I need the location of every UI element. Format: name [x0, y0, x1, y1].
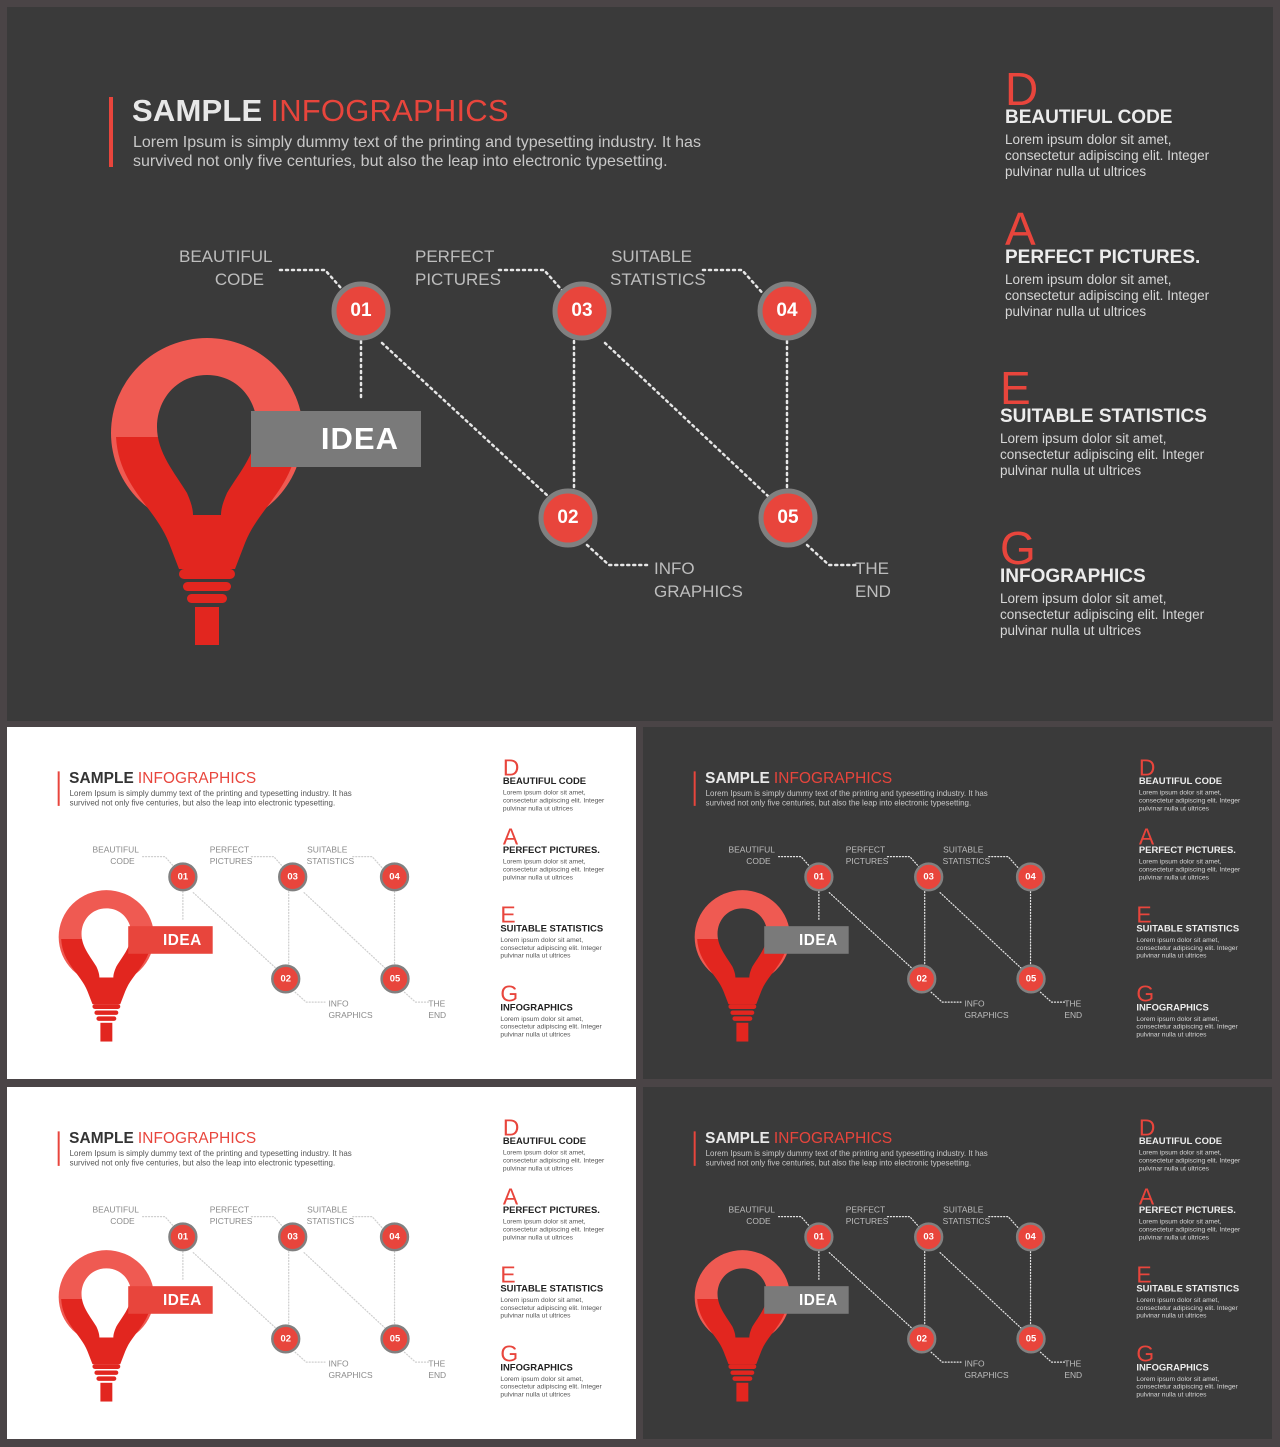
side-item-e — [1000, 364, 1260, 479]
node-label-line1: PERFECT — [209, 845, 250, 855]
side-item-text: Lorem ipsum dolor sit amet, consectetur adipiscing elit. Integer pulvinar nulla ut ultrices — [502, 788, 605, 812]
node-number-01: 01 — [177, 1231, 189, 1242]
side-item-heading: PERFECT PICTURES. — [1005, 247, 1201, 268]
node-number-01: 01 — [350, 300, 372, 321]
slide-content — [7, 7, 1273, 721]
side-item-d — [1005, 65, 1265, 180]
node-number-04: 04 — [1025, 871, 1036, 882]
connector-03-05 — [304, 1253, 385, 1329]
slide-content — [7, 727, 636, 1079]
slide-subtitle: Lorem Ipsum is simply dummy text of the printing and typesetting industry. It has survived not only five centuries, but also the leap into electronic typesetting. — [705, 1149, 988, 1168]
side-item-letter: D — [1138, 754, 1156, 781]
side-item-d — [1139, 1116, 1268, 1173]
slide-small-light-1 — [7, 727, 636, 1079]
node-label-line1: THE — [1064, 1359, 1082, 1369]
side-item-letter: D — [502, 1114, 520, 1141]
slide-subtitle: Lorem Ipsum is simply dummy text of the printing and typesetting industry. It has survived not only five centuries, but also the leap into electronic typesetting. — [69, 1149, 352, 1168]
side-item-text: Lorem ipsum dolor sit amet, consectetur adipiscing elit. Integer pulvinar nulla ut ultrices — [502, 1148, 605, 1172]
side-item-letter: G — [1136, 980, 1155, 1007]
side-item-text: Lorem ipsum dolor sit amet, consectetur adipiscing elit. Integer pulvinar nulla ut ultrices — [500, 936, 602, 960]
node-label-line1: SUITABLE — [307, 845, 348, 855]
node-label-03 — [209, 1204, 253, 1227]
side-item-text: Lorem ipsum dolor sit amet, consectetur adipiscing elit. Integer pulvinar nulla ut ultrices — [1138, 1148, 1241, 1172]
side-item-heading: INFOGRAPHICS — [1000, 566, 1146, 587]
connector-label-04 — [989, 1217, 1020, 1230]
side-item-letter: E — [500, 902, 516, 928]
node-label-line2: GRAPHICS — [654, 582, 743, 601]
side-item-text: Lorem ipsum dolor sit amet, consectetur adipiscing elit. Integer pulvinar nulla ut ultrices — [502, 1217, 605, 1241]
node-label-01 — [728, 1204, 775, 1227]
node-number-05: 05 — [389, 1333, 401, 1344]
node-label-line2: END — [855, 582, 891, 601]
side-item-text: Lorem ipsum dolor sit amet, consectetur adipiscing elit. Integer pulvinar nulla ut ultrices — [1136, 1014, 1238, 1039]
title-word-infographics: INFOGRAPHICS — [270, 93, 509, 128]
node-label-01 — [179, 245, 273, 291]
node-label-02 — [964, 1358, 1019, 1381]
slide-small-dark-1 — [643, 727, 1272, 1079]
node-label-line1: INFO — [964, 1359, 985, 1369]
side-item-heading: INFOGRAPHICS — [500, 1362, 573, 1373]
slide-subtitle: Lorem Ipsum is simply dummy text of the printing and typesetting industry. It has survived not only five centuries, but also the leap into electronic typesetting. — [69, 789, 352, 808]
side-item-letter: A — [1138, 1183, 1155, 1210]
node-number-04: 04 — [389, 1231, 400, 1242]
node-label-line1: SUITABLE — [307, 1205, 348, 1215]
slide-content — [643, 1087, 1272, 1439]
node-label-line1: PERFECT — [209, 1205, 250, 1215]
side-item-heading: PERFECT PICTURES. — [502, 845, 600, 856]
node-label-02 — [964, 998, 1019, 1021]
node-number-02: 02 — [280, 1333, 291, 1344]
node-label-line2: PICTURES — [209, 1216, 253, 1227]
node-number-02: 02 — [280, 973, 291, 984]
title-word-sample: SAMPLE — [705, 1129, 770, 1147]
side-item-text: Lorem ipsum dolor sit amet, consectetur adipiscing elit. Integer pulvinar nulla ut ultrices — [1000, 431, 1205, 478]
side-item-letter: E — [1136, 1262, 1152, 1288]
node-label-line1: SUITABLE — [943, 845, 984, 855]
node-number-05: 05 — [389, 973, 401, 984]
side-item-letter: G — [500, 1340, 519, 1367]
connector-label-03 — [887, 857, 921, 870]
node-label-line1: BEAUTIFUL — [728, 1205, 775, 1215]
side-item-text: Lorem ipsum dolor sit amet, consectetur adipiscing elit. Integer pulvinar nulla ut ultrices — [500, 1296, 602, 1320]
node-number-05: 05 — [1025, 973, 1037, 984]
side-item-letter: A — [502, 1183, 519, 1210]
node-label-03 — [845, 1204, 889, 1227]
node-label-line2: END — [428, 1370, 447, 1380]
node-number-01: 01 — [177, 871, 189, 882]
side-item-a — [1139, 1185, 1268, 1242]
node-label-05 — [428, 1358, 453, 1381]
side-item-g — [1136, 1342, 1265, 1399]
node-label-line2: PICTURES — [845, 1216, 889, 1227]
side-item-letter: D — [1005, 63, 1039, 115]
connector-label-02 — [931, 992, 961, 1002]
node-label-03 — [209, 844, 253, 867]
node-label-line1: BEAUTIFUL — [179, 247, 273, 266]
node-label-line2: CODE — [214, 270, 264, 289]
side-item-heading: INFOGRAPHICS — [1136, 1002, 1209, 1013]
connector-label-03 — [251, 1217, 285, 1230]
connector-label-03 — [887, 1217, 921, 1230]
node-label-line2: END — [1064, 1010, 1083, 1020]
title-word-infographics: INFOGRAPHICS — [137, 769, 257, 787]
idea-label-box: IDEA — [128, 926, 212, 954]
node-label-line2: STATISTICS — [942, 1216, 991, 1227]
side-item-text: Lorem ipsum dolor sit amet, consectetur adipiscing elit. Integer pulvinar nulla ut ultrices — [1136, 1296, 1238, 1320]
node-label-05 — [855, 557, 905, 603]
side-item-letter: E — [1000, 362, 1031, 414]
node-label-line2: GRAPHICS — [328, 1370, 373, 1380]
node-label-line1: BEAUTIFUL — [92, 845, 139, 855]
connector-label-03 — [499, 270, 568, 297]
node-label-05 — [1064, 1358, 1089, 1381]
side-item-d — [1139, 756, 1268, 813]
node-number-03: 03 — [571, 300, 593, 321]
node-label-line1: INFO — [328, 999, 349, 1009]
lightbulb-icon — [695, 890, 790, 1041]
node-label-04 — [306, 844, 355, 867]
node-label-line1: INFO — [654, 559, 695, 578]
side-item-g — [1136, 982, 1265, 1039]
side-item-text: Lorem ipsum dolor sit amet, consectetur adipiscing elit. Integer pulvinar nulla ut ultrices — [1138, 1217, 1241, 1241]
connector-label-02 — [931, 1352, 961, 1362]
side-item-letter: A — [1138, 823, 1155, 850]
connector-label-05 — [1040, 992, 1066, 1002]
slide-small-dark-2 — [643, 1087, 1272, 1439]
connector-label-02 — [295, 1352, 325, 1362]
idea-label-box: IDEA — [128, 1286, 212, 1314]
side-item-letter: D — [1138, 1114, 1156, 1141]
node-label-04 — [610, 245, 706, 291]
node-label-02 — [328, 998, 383, 1021]
node-label-line2: END — [1064, 1370, 1083, 1380]
side-item-letter: G — [1136, 1340, 1155, 1367]
node-label-01 — [92, 844, 139, 867]
side-item-heading: SUITABLE STATISTICS — [1000, 406, 1207, 427]
side-item-letter: A — [502, 823, 519, 850]
node-label-line2: END — [428, 1010, 447, 1020]
node-label-line2: CODE — [110, 1216, 135, 1227]
node-label-line1: SUITABLE — [943, 1205, 984, 1215]
node-label-line1: PERFECT — [845, 1205, 886, 1215]
side-item-text: Lorem ipsum dolor sit amet, consectetur adipiscing elit. Integer pulvinar nulla ut ultrices — [1136, 936, 1238, 960]
node-number-03: 03 — [923, 871, 934, 882]
node-label-03 — [415, 245, 501, 291]
side-item-heading: BEAUTIFUL CODE — [1138, 776, 1223, 787]
side-item-g — [500, 982, 629, 1039]
idea-label-box: IDEA — [764, 1286, 848, 1314]
connector-label-02 — [295, 992, 325, 1002]
slide-subtitle: Lorem Ipsum is simply dummy text of the printing and typesetting industry. It has survived not only five centuries, but also the leap into electronic typesetting. — [133, 134, 701, 170]
lightbulb-icon — [59, 1250, 154, 1401]
side-item-heading: SUITABLE STATISTICS — [500, 1283, 604, 1295]
title-word-infographics: INFOGRAPHICS — [773, 769, 893, 787]
side-item-text: Lorem ipsum dolor sit amet, consectetur adipiscing elit. Integer pulvinar nulla ut ultrices — [1005, 272, 1210, 319]
side-item-text: Lorem ipsum dolor sit amet, consectetur adipiscing elit. Integer pulvinar nulla ut ultrices — [500, 1374, 602, 1399]
side-item-d — [503, 756, 632, 813]
node-label-line2: CODE — [746, 856, 771, 867]
node-label-line2: PICTURES — [209, 856, 253, 867]
node-label-line2: GRAPHICS — [964, 1010, 1009, 1020]
title-word-sample: SAMPLE — [132, 93, 263, 128]
side-item-a — [503, 825, 632, 882]
slide-small-light-2 — [7, 1087, 636, 1439]
side-item-heading: PERFECT PICTURES. — [1138, 845, 1236, 856]
side-item-d — [503, 1116, 632, 1173]
side-item-heading: PERFECT PICTURES. — [502, 1205, 600, 1216]
connector-03-05 — [605, 343, 769, 497]
node-label-line2: CODE — [746, 1216, 771, 1227]
title-word-infographics: INFOGRAPHICS — [137, 1129, 257, 1147]
side-item-e — [500, 903, 629, 960]
node-label-01 — [728, 844, 775, 867]
connector-label-04 — [989, 857, 1020, 870]
side-item-text: Lorem ipsum dolor sit amet, consectetur adipiscing elit. Integer pulvinar nulla ut ultrices — [1136, 1374, 1238, 1399]
connector-label-05 — [404, 1352, 430, 1362]
side-item-text: Lorem ipsum dolor sit amet, consectetur adipiscing elit. Integer pulvinar nulla ut ultrices — [1138, 857, 1241, 881]
side-item-text: Lorem ipsum dolor sit amet, consectetur adipiscing elit. Integer pulvinar nulla ut ultrices — [1005, 132, 1210, 179]
node-label-line2: STATISTICS — [306, 856, 355, 867]
lightbulb-icon — [695, 1250, 790, 1401]
node-label-line2: PICTURES — [415, 270, 501, 289]
node-number-04: 04 — [1025, 1231, 1036, 1242]
connector-label-04 — [353, 1217, 384, 1230]
lightbulb-icon — [111, 338, 303, 645]
node-number-04: 04 — [776, 300, 798, 321]
connector-label-05 — [807, 545, 859, 565]
side-item-text: Lorem ipsum dolor sit amet, consectetur adipiscing elit. Integer pulvinar nulla ut ultrices — [502, 857, 605, 881]
side-item-letter: G — [1000, 522, 1036, 574]
side-item-letter: E — [500, 1262, 516, 1288]
node-label-line2: STATISTICS — [610, 270, 706, 289]
node-label-line1: THE — [855, 559, 889, 578]
side-item-g — [1000, 524, 1260, 639]
node-label-line1: INFO — [964, 999, 985, 1009]
side-item-text: Lorem ipsum dolor sit amet, consectetur adipiscing elit. Integer pulvinar nulla ut ultrices — [1138, 788, 1241, 812]
side-item-heading: INFOGRAPHICS — [500, 1002, 573, 1013]
side-item-heading: BEAUTIFUL CODE — [502, 776, 587, 787]
side-item-text: Lorem ipsum dolor sit amet, consectetur adipiscing elit. Integer pulvinar nulla ut ultrices — [500, 1014, 602, 1039]
side-item-e — [1136, 1263, 1265, 1320]
side-item-heading: BEAUTIFUL CODE — [502, 1136, 587, 1147]
node-number-04: 04 — [389, 871, 400, 882]
node-label-05 — [1064, 998, 1089, 1021]
node-label-line1: BEAUTIFUL — [92, 1205, 139, 1215]
node-label-01 — [92, 1204, 139, 1227]
slide-large-dark — [7, 7, 1273, 721]
side-item-letter: G — [500, 980, 519, 1007]
side-item-heading: PERFECT PICTURES. — [1138, 1205, 1236, 1216]
node-label-04 — [942, 844, 991, 867]
side-item-a — [503, 1185, 632, 1242]
side-item-text: Lorem ipsum dolor sit amet, consectetur adipiscing elit. Integer pulvinar nulla ut ultrices — [1000, 591, 1205, 638]
title-word-sample: SAMPLE — [69, 769, 134, 787]
node-label-line1: PERFECT — [415, 247, 495, 266]
title-word-sample: SAMPLE — [705, 769, 770, 787]
title-word-sample: SAMPLE — [69, 1129, 134, 1147]
side-item-e — [1136, 903, 1265, 960]
node-number-01: 01 — [813, 1231, 825, 1242]
side-item-heading: SUITABLE STATISTICS — [1136, 923, 1240, 935]
connector-label-05 — [1040, 1352, 1066, 1362]
side-item-heading: SUITABLE STATISTICS — [1136, 1283, 1240, 1295]
node-label-line1: INFO — [328, 1359, 349, 1369]
node-number-03: 03 — [287, 871, 298, 882]
connector-03-05 — [304, 893, 385, 969]
node-label-05 — [428, 998, 453, 1021]
node-label-04 — [942, 1204, 991, 1227]
lightbulb-icon — [59, 890, 154, 1041]
connector-label-05 — [404, 992, 430, 1002]
node-number-02: 02 — [557, 507, 579, 528]
slide-content — [7, 1087, 636, 1439]
connector-label-04 — [703, 270, 766, 297]
node-number-01: 01 — [813, 871, 825, 882]
side-item-a — [1005, 205, 1265, 320]
connector-label-02 — [587, 545, 647, 565]
node-label-line2: GRAPHICS — [964, 1370, 1009, 1380]
title-word-infographics: INFOGRAPHICS — [773, 1129, 893, 1147]
node-label-line2: STATISTICS — [942, 856, 991, 867]
node-number-02: 02 — [916, 973, 927, 984]
connector-label-03 — [251, 857, 285, 870]
node-label-line1: THE — [428, 999, 446, 1009]
slide-subtitle: Lorem Ipsum is simply dummy text of the printing and typesetting industry. It has survived not only five centuries, but also the leap into electronic typesetting. — [705, 789, 988, 808]
node-label-line1: THE — [428, 1359, 446, 1369]
side-item-heading: SUITABLE STATISTICS — [500, 923, 604, 935]
node-label-line2: PICTURES — [845, 856, 889, 867]
side-item-heading: BEAUTIFUL CODE — [1138, 1136, 1223, 1147]
node-number-03: 03 — [287, 1231, 298, 1242]
side-item-letter: D — [502, 754, 520, 781]
node-number-05: 05 — [1025, 1333, 1037, 1344]
side-item-heading: BEAUTIFUL CODE — [1005, 107, 1173, 128]
node-label-line1: SUITABLE — [611, 247, 692, 266]
connector-03-05 — [940, 893, 1021, 969]
side-item-g — [500, 1342, 629, 1399]
side-item-letter: A — [1005, 203, 1036, 255]
side-item-heading: INFOGRAPHICS — [1136, 1362, 1209, 1373]
node-label-line1: PERFECT — [845, 845, 886, 855]
node-number-02: 02 — [916, 1333, 927, 1344]
node-label-02 — [654, 557, 764, 603]
node-label-line1: BEAUTIFUL — [728, 845, 775, 855]
node-label-line2: CODE — [110, 856, 135, 867]
idea-label-box: IDEA — [764, 926, 848, 954]
connector-label-04 — [353, 857, 384, 870]
node-number-05: 05 — [777, 507, 799, 528]
connector-03-05 — [940, 1253, 1021, 1329]
node-number-03: 03 — [923, 1231, 934, 1242]
slide-content — [643, 727, 1272, 1079]
node-label-line2: STATISTICS — [306, 1216, 355, 1227]
side-item-a — [1139, 825, 1268, 882]
node-label-line1: THE — [1064, 999, 1082, 1009]
side-item-letter: E — [1136, 902, 1152, 928]
node-label-04 — [306, 1204, 355, 1227]
idea-label-box: IDEA — [251, 411, 421, 467]
side-item-e — [500, 1263, 629, 1320]
node-label-line2: GRAPHICS — [328, 1010, 373, 1020]
node-label-03 — [845, 844, 889, 867]
node-label-02 — [328, 1358, 383, 1381]
